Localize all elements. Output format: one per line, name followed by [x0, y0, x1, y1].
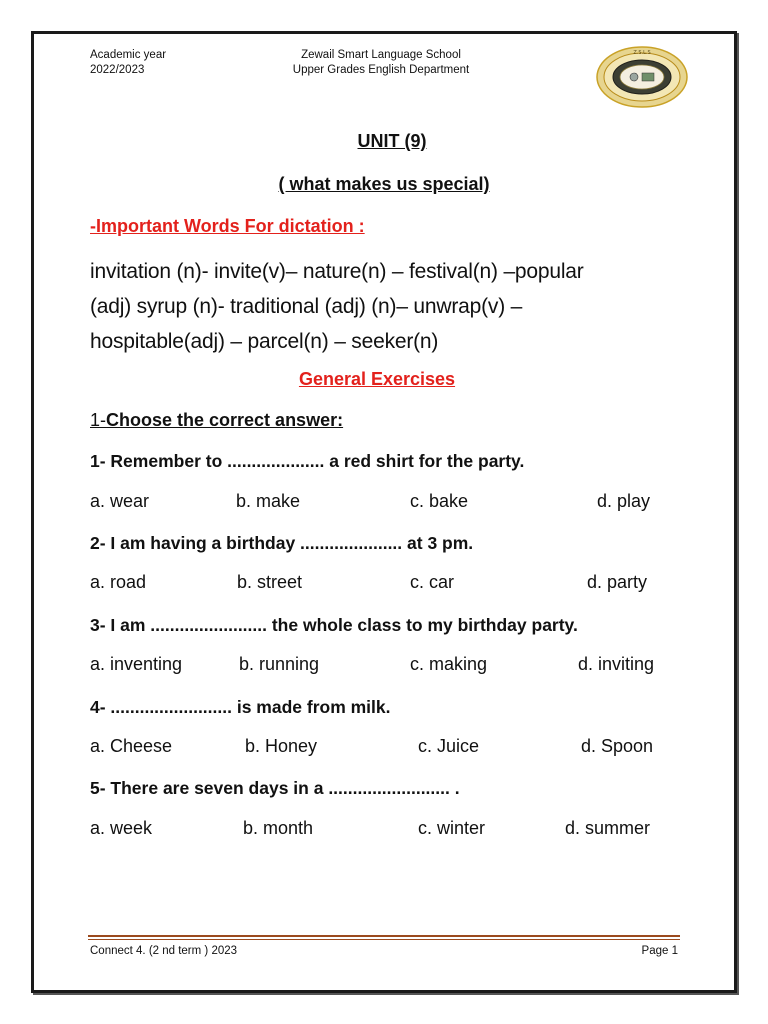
option-5b: b. month — [243, 818, 314, 838]
option-5a: a. week — [90, 818, 153, 838]
academic-year-block — [90, 48, 166, 78]
option-1b: b. make — [236, 491, 301, 511]
footer-course: Connect 4. (2 nd term ) 2023 — [90, 945, 238, 957]
school-name: Zewail Smart Language School — [301, 49, 461, 61]
vocabulary-list — [90, 254, 690, 359]
option-2b: b. street — [237, 572, 303, 592]
question-5: 5- There are seven days in a ......................... . — [90, 778, 460, 798]
general-exercises-heading: General Exercises — [298, 369, 456, 389]
logo-text: Z.S.L.S — [633, 50, 651, 56]
question-1: 1- Remember to .................... a red shirt for the party. — [90, 451, 525, 471]
option-3b: b. running — [239, 654, 320, 674]
option-3a: a. inventing — [90, 654, 183, 674]
option-3d: d. inviting — [578, 654, 655, 674]
vocab-line: hospitable(adj) – parcel(n) – seeker(n) — [90, 330, 439, 353]
question-3: 3- I am ........................ the whole class to my birthday party. — [90, 615, 578, 635]
academic-year-value: 2022/2023 — [90, 64, 145, 76]
dictation-heading: -Important Words For dictation : — [90, 216, 365, 236]
school-header — [250, 48, 512, 78]
option-5c: c. winter — [418, 818, 486, 838]
academic-year-label: Academic year — [90, 49, 167, 61]
unit-subtitle: ( what makes us special) — [278, 174, 490, 194]
option-5d: d. summer — [565, 818, 651, 838]
option-2c: c. car — [410, 572, 455, 592]
option-1a: a. wear — [90, 491, 150, 511]
section-heading — [90, 410, 343, 431]
option-4a: a. Cheese — [90, 736, 173, 756]
footer-page-number: Page 1 — [641, 945, 678, 957]
option-1d: d. play — [597, 491, 651, 511]
option-4b: b. Honey — [245, 736, 318, 756]
option-1c: c. bake — [410, 491, 469, 511]
option-2a: a. road — [90, 572, 147, 592]
section-number: 1- — [90, 410, 107, 430]
section-title: Choose the correct answer: — [106, 410, 344, 430]
school-logo — [596, 46, 688, 108]
question-4: 4- ......................... is made from milk. — [90, 697, 391, 717]
option-2d: d. party — [587, 572, 648, 592]
vocab-line: (adj) syrup (n)- traditional (adj) (n)– unwrap(v) – — [90, 295, 523, 318]
footer-divider — [88, 935, 680, 940]
vocab-line: invitation (n)- invite(v)– nature(n) – festival(n) –popular — [90, 260, 584, 283]
unit-title: UNIT (9) — [357, 131, 427, 151]
option-3c: c. making — [410, 654, 488, 674]
department-name: Upper Grades English Department — [292, 64, 470, 76]
option-4d: d. Spoon — [581, 736, 654, 756]
option-4c: c. Juice — [418, 736, 480, 756]
question-2: 2- I am having a birthday ..................... at 3 pm. — [90, 533, 474, 553]
